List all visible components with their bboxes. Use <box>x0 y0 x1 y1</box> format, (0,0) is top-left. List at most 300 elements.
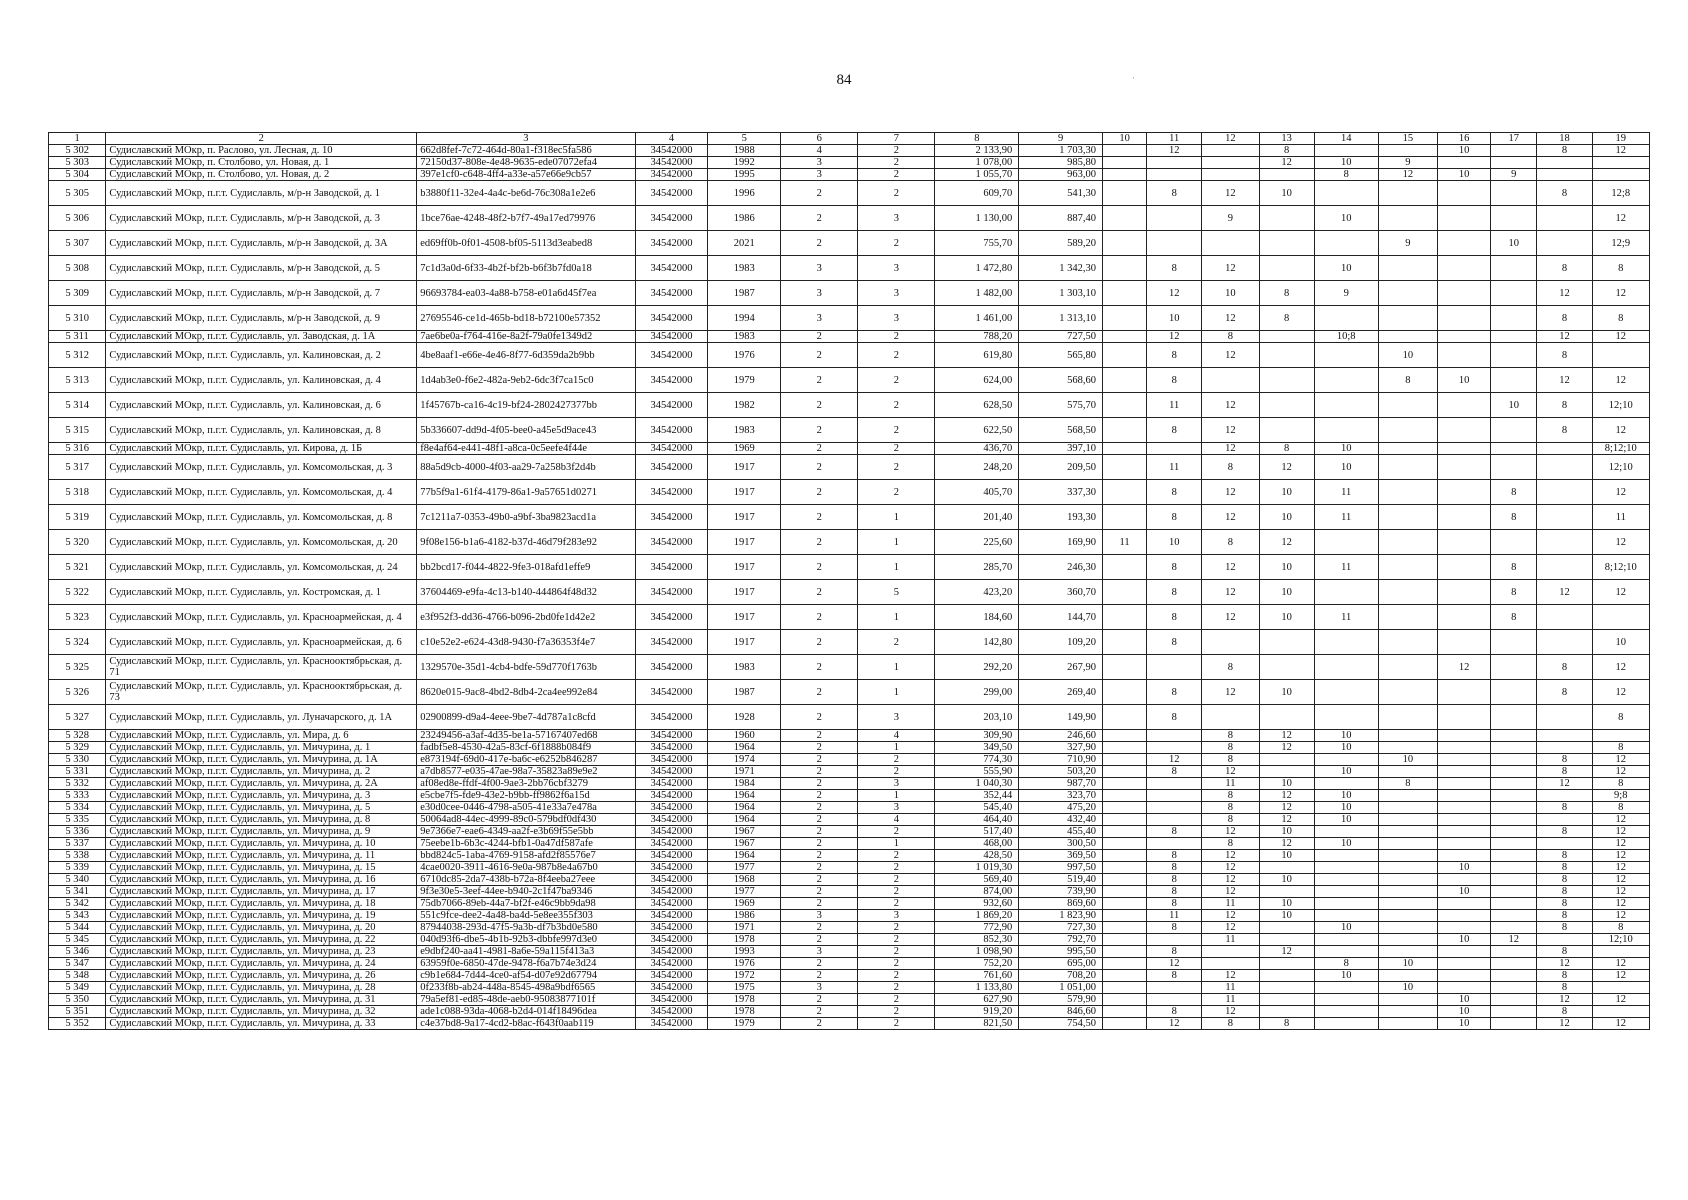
cell-living-area: 987,70 <box>1019 778 1103 790</box>
table-row <box>49 838 1650 850</box>
cell-living-area: 475,20 <box>1019 802 1103 814</box>
cell-col-19: 12 <box>1592 910 1649 922</box>
column-header-14: 14 <box>1314 133 1378 145</box>
cell-address: Судиславский МОкр, п.г.т. Судиславль, ул. Комсомольская, д. 24 <box>106 555 417 580</box>
cell-col-16 <box>1438 814 1491 826</box>
cell-col-16 <box>1438 530 1491 555</box>
cell-build-year: 1967 <box>708 838 781 850</box>
cell-entrances: 2 <box>858 418 935 443</box>
cell-row-number: 5 338 <box>49 850 106 862</box>
cell-col-12: 12 <box>1202 970 1259 982</box>
cell-col-19: 10 <box>1592 630 1649 655</box>
cell-col-12: 12 <box>1202 605 1259 630</box>
cell-oktmo-code: 34542000 <box>635 1018 708 1030</box>
cell-floors: 2 <box>781 480 858 505</box>
cell-col-13: 10 <box>1259 181 1314 206</box>
cell-col-17 <box>1491 886 1537 898</box>
cell-build-year: 1975 <box>708 982 781 994</box>
cell-col-19: 12 <box>1592 145 1649 157</box>
cell-living-area: 997,50 <box>1019 862 1103 874</box>
cell-total-area: 569,40 <box>935 874 1019 886</box>
cell-living-area: 963,00 <box>1019 169 1103 181</box>
cell-floors: 2 <box>781 206 858 231</box>
cell-col-19: 12 <box>1592 898 1649 910</box>
cell-col-13: 10 <box>1259 826 1314 838</box>
cell-col-15 <box>1378 742 1438 754</box>
cell-building-guid: 77b5f9a1-61f4-4179-86a1-9a57651d0271 <box>417 480 635 505</box>
cell-address: Судиславский МОкр, п.г.т. Судиславль, м/р-н Заводской, д. 1 <box>106 181 417 206</box>
cell-col-12: 8 <box>1202 742 1259 754</box>
cell-col-19 <box>1592 730 1649 742</box>
cell-col-14 <box>1314 754 1378 766</box>
cell-col-16: 10 <box>1438 368 1491 393</box>
cell-col-13 <box>1259 862 1314 874</box>
cell-col-13: 12 <box>1259 455 1314 480</box>
cell-entrances: 1 <box>858 655 935 680</box>
cell-col-14: 10 <box>1314 256 1378 281</box>
cell-floors: 2 <box>781 605 858 630</box>
cell-col-11 <box>1147 790 1202 802</box>
cell-col-13: 10 <box>1259 505 1314 530</box>
cell-col-16 <box>1438 605 1491 630</box>
cell-col-15 <box>1378 206 1438 231</box>
column-header-8: 8 <box>935 133 1019 145</box>
cell-total-area: 609,70 <box>935 181 1019 206</box>
cell-col-12 <box>1202 157 1259 169</box>
cell-col-17 <box>1491 778 1537 790</box>
cell-floors: 2 <box>781 580 858 605</box>
cell-total-area: 1 040,30 <box>935 778 1019 790</box>
table-row <box>49 922 1650 934</box>
cell-col-14 <box>1314 982 1378 994</box>
cell-col-12: 11 <box>1202 778 1259 790</box>
cell-col-16 <box>1438 946 1491 958</box>
cell-building-guid: 1d4ab3e0-f6e2-482a-9eb2-6dc3f7ca15c0 <box>417 368 635 393</box>
cell-floors: 2 <box>781 680 858 705</box>
cell-living-area: 1 823,90 <box>1019 910 1103 922</box>
column-header-11: 11 <box>1147 133 1202 145</box>
cell-col-12: 8 <box>1202 730 1259 742</box>
cell-building-guid: e873194f-69d0-417e-ba6c-e6252b846287 <box>417 754 635 766</box>
table-row <box>49 630 1650 655</box>
cell-col-19 <box>1592 1006 1649 1018</box>
cell-col-16 <box>1438 256 1491 281</box>
cell-living-area: 455,40 <box>1019 826 1103 838</box>
cell-col-17 <box>1491 455 1537 480</box>
cell-col-17 <box>1491 145 1537 157</box>
cell-total-area: 142,80 <box>935 630 1019 655</box>
cell-col-10 <box>1103 418 1147 443</box>
cell-col-17: 12 <box>1491 934 1537 946</box>
column-header-15: 15 <box>1378 133 1438 145</box>
cell-building-guid: 551c9fce-dee2-4a48-ba4d-5e8ee355f303 <box>417 910 635 922</box>
cell-col-11: 10 <box>1147 306 1202 331</box>
cell-build-year: 1984 <box>708 778 781 790</box>
cell-col-17 <box>1491 281 1537 306</box>
cell-address: Судиславский МОкр, п.г.т. Судиславль, ул. Краснооктябрьская, д. 73 <box>106 680 417 705</box>
cell-oktmo-code: 34542000 <box>635 418 708 443</box>
cell-col-15 <box>1378 850 1438 862</box>
cell-build-year: 1987 <box>708 281 781 306</box>
cell-col-17 <box>1491 826 1537 838</box>
cell-col-11: 8 <box>1147 1006 1202 1018</box>
cell-living-area: 1 703,30 <box>1019 145 1103 157</box>
column-header-1: 1 <box>49 133 106 145</box>
cell-entrances: 2 <box>858 922 935 934</box>
table-row <box>49 281 1650 306</box>
cell-floors: 2 <box>781 850 858 862</box>
cell-col-18: 8 <box>1537 898 1592 910</box>
cell-living-area: 727,50 <box>1019 331 1103 343</box>
cell-col-16 <box>1438 480 1491 505</box>
cell-entrances: 2 <box>858 826 935 838</box>
cell-building-guid: 63959f0e-6850-47de-9478-f6a7b74e3d24 <box>417 958 635 970</box>
cell-oktmo-code: 34542000 <box>635 730 708 742</box>
cell-col-13: 12 <box>1259 814 1314 826</box>
cell-col-12: 11 <box>1202 898 1259 910</box>
cell-address: Судиславский МОкр, п.г.т. Судиславль, ул. Мичурина, д. 22 <box>106 934 417 946</box>
cell-building-guid: 88a5d9cb-4000-4f03-aa29-7a258b3f2d4b <box>417 455 635 480</box>
cell-col-16 <box>1438 455 1491 480</box>
cell-entrances: 1 <box>858 742 935 754</box>
cell-total-area: 423,20 <box>935 580 1019 605</box>
cell-row-number: 5 339 <box>49 862 106 874</box>
cell-col-12: 12 <box>1202 418 1259 443</box>
cell-building-guid: 7c1d3a0d-6f33-4b2f-bf2b-b6f3b7fd0a18 <box>417 256 635 281</box>
cell-floors: 3 <box>781 157 858 169</box>
cell-col-11 <box>1147 655 1202 680</box>
cell-col-18 <box>1537 206 1592 231</box>
cell-col-11: 8 <box>1147 766 1202 778</box>
cell-col-10 <box>1103 910 1147 922</box>
cell-building-guid: 72150d37-808e-4e48-9635-ede07072efa4 <box>417 157 635 169</box>
cell-col-14: 10 <box>1314 206 1378 231</box>
column-header-5: 5 <box>708 133 781 145</box>
column-header-16: 16 <box>1438 133 1491 145</box>
cell-building-guid: 75db7066-89eb-44a7-bf2f-e46c9bb9da98 <box>417 898 635 910</box>
cell-living-area: 568,50 <box>1019 418 1103 443</box>
cell-address: Судиславский МОкр, п.г.т. Судиславль, ул. Калиновская, д. 2 <box>106 343 417 368</box>
cell-col-11: 8 <box>1147 862 1202 874</box>
table-row <box>49 343 1650 368</box>
cell-col-17 <box>1491 1018 1537 1030</box>
cell-build-year: 1967 <box>708 826 781 838</box>
cell-col-10 <box>1103 605 1147 630</box>
cell-col-17 <box>1491 814 1537 826</box>
cell-total-area: 1 461,00 <box>935 306 1019 331</box>
cell-col-12 <box>1202 946 1259 958</box>
cell-entrances: 1 <box>858 838 935 850</box>
cell-col-15 <box>1378 655 1438 680</box>
cell-col-11: 8 <box>1147 580 1202 605</box>
cell-col-17 <box>1491 256 1537 281</box>
cell-build-year: 1969 <box>708 443 781 455</box>
cell-col-15: 9 <box>1378 231 1438 256</box>
cell-living-area: 792,70 <box>1019 934 1103 946</box>
table-row <box>49 1018 1650 1030</box>
cell-col-13 <box>1259 982 1314 994</box>
cell-col-12: 8 <box>1202 331 1259 343</box>
cell-col-10 <box>1103 934 1147 946</box>
cell-address: Судиславский МОкр, п.г.т. Судиславль, ул. Мичурина, д. 5 <box>106 802 417 814</box>
cell-oktmo-code: 34542000 <box>635 994 708 1006</box>
cell-col-16 <box>1438 443 1491 455</box>
cell-oktmo-code: 34542000 <box>635 862 708 874</box>
cell-col-13: 8 <box>1259 281 1314 306</box>
cell-col-19: 12 <box>1592 814 1649 826</box>
cell-row-number: 5 331 <box>49 766 106 778</box>
cell-col-13: 10 <box>1259 874 1314 886</box>
cell-address: Судиславский МОкр, п.г.т. Судиславль, ул. Мичурина, д. 3 <box>106 790 417 802</box>
cell-col-16 <box>1438 778 1491 790</box>
cell-col-11: 11 <box>1147 910 1202 922</box>
cell-col-19: 12 <box>1592 680 1649 705</box>
cell-col-14 <box>1314 910 1378 922</box>
cell-oktmo-code: 34542000 <box>635 231 708 256</box>
cell-col-11 <box>1147 157 1202 169</box>
cell-col-13 <box>1259 393 1314 418</box>
cell-row-number: 5 341 <box>49 886 106 898</box>
cell-oktmo-code: 34542000 <box>635 206 708 231</box>
cell-col-18: 8 <box>1537 802 1592 814</box>
cell-col-10 <box>1103 862 1147 874</box>
cell-col-13: 12 <box>1259 530 1314 555</box>
cell-col-15 <box>1378 790 1438 802</box>
cell-floors: 2 <box>781 754 858 766</box>
cell-col-18: 8 <box>1537 766 1592 778</box>
cell-col-12: 12 <box>1202 181 1259 206</box>
cell-col-17 <box>1491 181 1537 206</box>
cell-col-13: 12 <box>1259 790 1314 802</box>
cell-col-18 <box>1537 555 1592 580</box>
cell-building-guid: 9f08e156-b1a6-4182-b37d-46d79f283e92 <box>417 530 635 555</box>
cell-col-19 <box>1592 343 1649 368</box>
cell-building-guid: 040d93f6-dbe5-4b1b-92b3-dbbfe997d3e0 <box>417 934 635 946</box>
cell-col-16 <box>1438 281 1491 306</box>
cell-col-16: 10 <box>1438 1018 1491 1030</box>
cell-col-10 <box>1103 766 1147 778</box>
cell-col-15 <box>1378 443 1438 455</box>
cell-build-year: 1978 <box>708 1006 781 1018</box>
cell-col-14: 10 <box>1314 730 1378 742</box>
cell-col-12 <box>1202 958 1259 970</box>
column-number-row <box>49 133 1650 145</box>
cell-address: Судиславский МОкр, п.г.т. Судиславль, ул. Мичурина, д. 31 <box>106 994 417 1006</box>
table-row <box>49 306 1650 331</box>
table-row <box>49 418 1650 443</box>
cell-living-area: 300,50 <box>1019 838 1103 850</box>
cell-col-16: 10 <box>1438 1006 1491 1018</box>
cell-col-10 <box>1103 368 1147 393</box>
cell-floors: 2 <box>781 802 858 814</box>
cell-floors: 2 <box>781 934 858 946</box>
cell-col-18 <box>1537 169 1592 181</box>
cell-build-year: 1979 <box>708 368 781 393</box>
cell-col-15 <box>1378 306 1438 331</box>
cell-oktmo-code: 34542000 <box>635 850 708 862</box>
cell-row-number: 5 312 <box>49 343 106 368</box>
cell-entrances: 1 <box>858 505 935 530</box>
cell-col-12: 11 <box>1202 994 1259 1006</box>
cell-col-18: 8 <box>1537 1006 1592 1018</box>
cell-entrances: 2 <box>858 886 935 898</box>
cell-col-18: 8 <box>1537 946 1592 958</box>
cell-col-18: 8 <box>1537 680 1592 705</box>
cell-col-17 <box>1491 418 1537 443</box>
cell-row-number: 5 351 <box>49 1006 106 1018</box>
cell-oktmo-code: 34542000 <box>635 826 708 838</box>
cell-col-16 <box>1438 754 1491 766</box>
cell-total-area: 772,90 <box>935 922 1019 934</box>
cell-oktmo-code: 34542000 <box>635 946 708 958</box>
cell-col-12: 10 <box>1202 281 1259 306</box>
cell-col-11: 12 <box>1147 754 1202 766</box>
cell-col-12: 12 <box>1202 874 1259 886</box>
cell-col-12: 8 <box>1202 455 1259 480</box>
table-row <box>49 705 1650 730</box>
cell-col-12: 8 <box>1202 790 1259 802</box>
cell-col-10 <box>1103 874 1147 886</box>
cell-floors: 2 <box>781 1006 858 1018</box>
cell-col-15 <box>1378 922 1438 934</box>
cell-row-number: 5 347 <box>49 958 106 970</box>
cell-entrances: 2 <box>858 898 935 910</box>
cell-floors: 2 <box>781 655 858 680</box>
cell-col-11 <box>1147 169 1202 181</box>
cell-entrances: 3 <box>858 778 935 790</box>
cell-address: Судиславский МОкр, п.г.т. Судиславль, м/р-н Заводской, д. 3 <box>106 206 417 231</box>
column-header-4: 4 <box>635 133 708 145</box>
cell-col-18: 8 <box>1537 826 1592 838</box>
cell-entrances: 2 <box>858 1018 935 1030</box>
cell-col-11 <box>1147 838 1202 850</box>
cell-col-15 <box>1378 814 1438 826</box>
cell-col-16 <box>1438 742 1491 754</box>
cell-living-area: 1 303,10 <box>1019 281 1103 306</box>
cell-col-12: 12 <box>1202 862 1259 874</box>
cell-col-16: 10 <box>1438 994 1491 1006</box>
cell-col-19 <box>1592 605 1649 630</box>
cell-total-area: 292,20 <box>935 655 1019 680</box>
cell-col-13 <box>1259 630 1314 655</box>
cell-col-15: 8 <box>1378 778 1438 790</box>
cell-floors: 2 <box>781 922 858 934</box>
cell-building-guid: f8e4af64-e441-48f1-a8ca-0c5eefe4f44e <box>417 443 635 455</box>
cell-col-14: 8 <box>1314 958 1378 970</box>
cell-row-number: 5 350 <box>49 994 106 1006</box>
cell-col-18 <box>1537 790 1592 802</box>
cell-col-15 <box>1378 802 1438 814</box>
cell-building-guid: ade1c088-93da-4068-b2d4-014f18496dea <box>417 1006 635 1018</box>
cell-oktmo-code: 34542000 <box>635 874 708 886</box>
cell-living-area: 1 342,30 <box>1019 256 1103 281</box>
cell-col-14: 10 <box>1314 742 1378 754</box>
cell-col-13 <box>1259 970 1314 982</box>
cell-floors: 3 <box>781 306 858 331</box>
cell-col-13: 12 <box>1259 946 1314 958</box>
cell-entrances: 2 <box>858 850 935 862</box>
cell-col-13: 10 <box>1259 480 1314 505</box>
cell-col-17 <box>1491 443 1537 455</box>
cell-entrances: 2 <box>858 754 935 766</box>
cell-col-18: 8 <box>1537 418 1592 443</box>
cell-col-17 <box>1491 655 1537 680</box>
cell-living-area: 710,90 <box>1019 754 1103 766</box>
cell-col-14 <box>1314 231 1378 256</box>
cell-col-12: 12 <box>1202 306 1259 331</box>
cell-col-19: 12 <box>1592 766 1649 778</box>
cell-col-16: 10 <box>1438 934 1491 946</box>
cell-col-13 <box>1259 922 1314 934</box>
cell-col-11: 8 <box>1147 368 1202 393</box>
cell-oktmo-code: 34542000 <box>635 580 708 605</box>
cell-oktmo-code: 34542000 <box>635 705 708 730</box>
cell-col-13: 12 <box>1259 157 1314 169</box>
table-row <box>49 934 1650 946</box>
cell-floors: 2 <box>781 505 858 530</box>
table-row <box>49 169 1650 181</box>
cell-build-year: 1964 <box>708 790 781 802</box>
cell-building-guid: 9f3e30e5-3eef-44ee-b940-2c1f47ba9346 <box>417 886 635 898</box>
table-row <box>49 368 1650 393</box>
cell-floors: 2 <box>781 886 858 898</box>
table-row <box>49 231 1650 256</box>
cell-row-number: 5 303 <box>49 157 106 169</box>
cell-col-15 <box>1378 393 1438 418</box>
cell-col-13 <box>1259 958 1314 970</box>
cell-col-14 <box>1314 145 1378 157</box>
cell-col-10 <box>1103 393 1147 418</box>
cell-entrances: 2 <box>858 862 935 874</box>
cell-col-15 <box>1378 680 1438 705</box>
cell-col-16 <box>1438 630 1491 655</box>
cell-floors: 2 <box>781 331 858 343</box>
cell-col-11 <box>1147 443 1202 455</box>
scan-mark: · <box>1132 73 1135 83</box>
cell-col-19: 8 <box>1592 778 1649 790</box>
cell-col-13 <box>1259 754 1314 766</box>
cell-col-15 <box>1378 418 1438 443</box>
cell-col-17 <box>1491 958 1537 970</box>
cell-address: Судиславский МОкр, п.г.т. Судиславль, ул. Мичурина, д. 8 <box>106 814 417 826</box>
cell-col-14 <box>1314 418 1378 443</box>
cell-build-year: 1986 <box>708 206 781 231</box>
cell-build-year: 1917 <box>708 530 781 555</box>
cell-col-18: 12 <box>1537 994 1592 1006</box>
cell-col-16 <box>1438 790 1491 802</box>
cell-col-12: 8 <box>1202 1018 1259 1030</box>
cell-oktmo-code: 34542000 <box>635 886 708 898</box>
cell-col-13: 10 <box>1259 850 1314 862</box>
cell-col-10 <box>1103 480 1147 505</box>
cell-floors: 2 <box>781 393 858 418</box>
cell-col-12 <box>1202 231 1259 256</box>
cell-col-15: 8 <box>1378 368 1438 393</box>
column-header-2: 2 <box>106 133 417 145</box>
cell-floors: 2 <box>781 730 858 742</box>
cell-col-12: 12 <box>1202 922 1259 934</box>
cell-col-18: 8 <box>1537 886 1592 898</box>
cell-total-area: 184,60 <box>935 605 1019 630</box>
cell-col-19: 12 <box>1592 331 1649 343</box>
cell-entrances: 2 <box>858 455 935 480</box>
cell-building-guid: a7db8577-e035-47ae-98a7-35823a89e9e2 <box>417 766 635 778</box>
cell-col-13 <box>1259 766 1314 778</box>
cell-living-area: 1 051,00 <box>1019 982 1103 994</box>
cell-oktmo-code: 34542000 <box>635 256 708 281</box>
cell-col-17 <box>1491 862 1537 874</box>
table-row <box>49 206 1650 231</box>
